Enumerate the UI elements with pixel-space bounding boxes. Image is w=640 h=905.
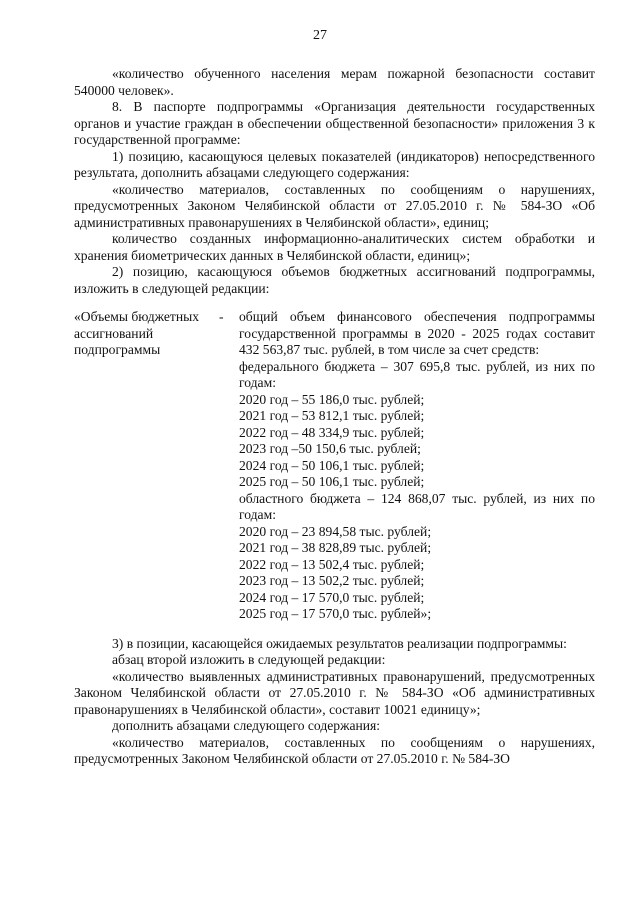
paragraph-intro-1: «количество обученного населения мерам пожарной безопасности составит 540000 человек». [74,66,595,98]
regional-budget-title: областного бюджета – 124 868,07 тыс. рублей, из них по годам: [239,490,595,522]
federal-budget-title: федерального бюджета – 307 695,8 тыс. рублей, из них по годам: [239,358,595,390]
paragraph-intro-2: 8. В паспорте подпрограммы «Организация деятельности государственных органов и участие граждан в обеспечении общественной безопасности» приложения 3 к государственной программе: [74,99,595,147]
paragraph-intro-4: «количество материалов, составленных по сообщениям о нарушениях, предусмотренных Законом Челябинской области от 27.05.2010 г. № 584-ЗО «Об административных правонарушениях в Челябинской области», единиц; [74,181,595,230]
paragraph-outro-5: «количество материалов, составленных по сообщениям о нарушениях, предусмотренных Законом Челябинской области от 27.05.2010 г. № 584-ЗО [74,734,595,766]
regional-year-2025: 2025 год – 17 570,0 тыс. рублей»; [239,606,432,621]
budget-table-label: «Объемы бюджетных ассигнований подпрограммы [74,309,200,357]
budget-table-values [239,309,595,623]
paragraph-outro-3: «количество выявленных административных правонарушений, предусмотренных Законом Челябинской области от 27.05.2010 г. № 584-ЗО «Об административных правонарушениях в Челябинской области», составит 10021 единицу»; [74,668,595,717]
federal-year-2023: 2023 год –50 150,6 тыс. рублей; [239,441,421,456]
regional-year-2022: 2022 год – 13 502,4 тыс. рублей; [239,556,425,572]
budget-table-dash: - [219,309,224,324]
federal-year-2024: 2024 год – 50 106,1 тыс. рублей; [239,457,425,473]
paragraph-intro-5: количество созданных информационно-аналитических систем обработки и хранения биометрических данных в Челябинской области, единиц»; [74,231,595,263]
federal-year-2021: 2021 год – 53 812,1 тыс. рублей; [239,408,425,423]
page-number: 27 [313,28,327,43]
paragraph-intro-3: 1) позицию, касающуюся целевых показателей (индикаторов) непосредственного результата, дополнить абзацами следующего содержания: [74,148,595,180]
regional-year-2024: 2024 год – 17 570,0 тыс. рублей; [239,589,425,605]
regional-year-2021: 2021 год – 38 828,89 тыс. рублей; [239,540,432,555]
federal-year-2022: 2022 год – 48 334,9 тыс. рублей; [239,424,425,440]
federal-year-2020: 2020 год – 55 186,0 тыс. рублей; [239,391,425,407]
federal-year-2025: 2025 год – 50 106,1 тыс. рублей; [239,474,425,489]
paragraph-outro-1: 3) в позиции, касающейся ожидаемых результатов реализации подпрограммы: [112,635,567,651]
paragraph-outro-4: дополнить абзацами следующего содержания: [112,718,381,733]
regional-year-2020: 2020 год – 23 894,58 тыс. рублей; [239,523,432,539]
budget-total: общий объем финансового обеспечения подпрограммы государственной программы в 2020 - 2025 годах составит 432 563,87 тыс. рублей, в том числе за счет средств: [239,309,595,357]
document-body [74,66,595,768]
regional-year-2023: 2023 год – 13 502,2 тыс. рублей; [239,573,425,588]
paragraph-outro-2: абзац второй изложить в следующей редакции: [112,652,386,667]
budget-table [74,309,595,623]
paragraph-intro-6: 2) позицию, касающуюся объемов бюджетных ассигнований подпрограммы, изложить в следующей редакции: [74,264,595,296]
